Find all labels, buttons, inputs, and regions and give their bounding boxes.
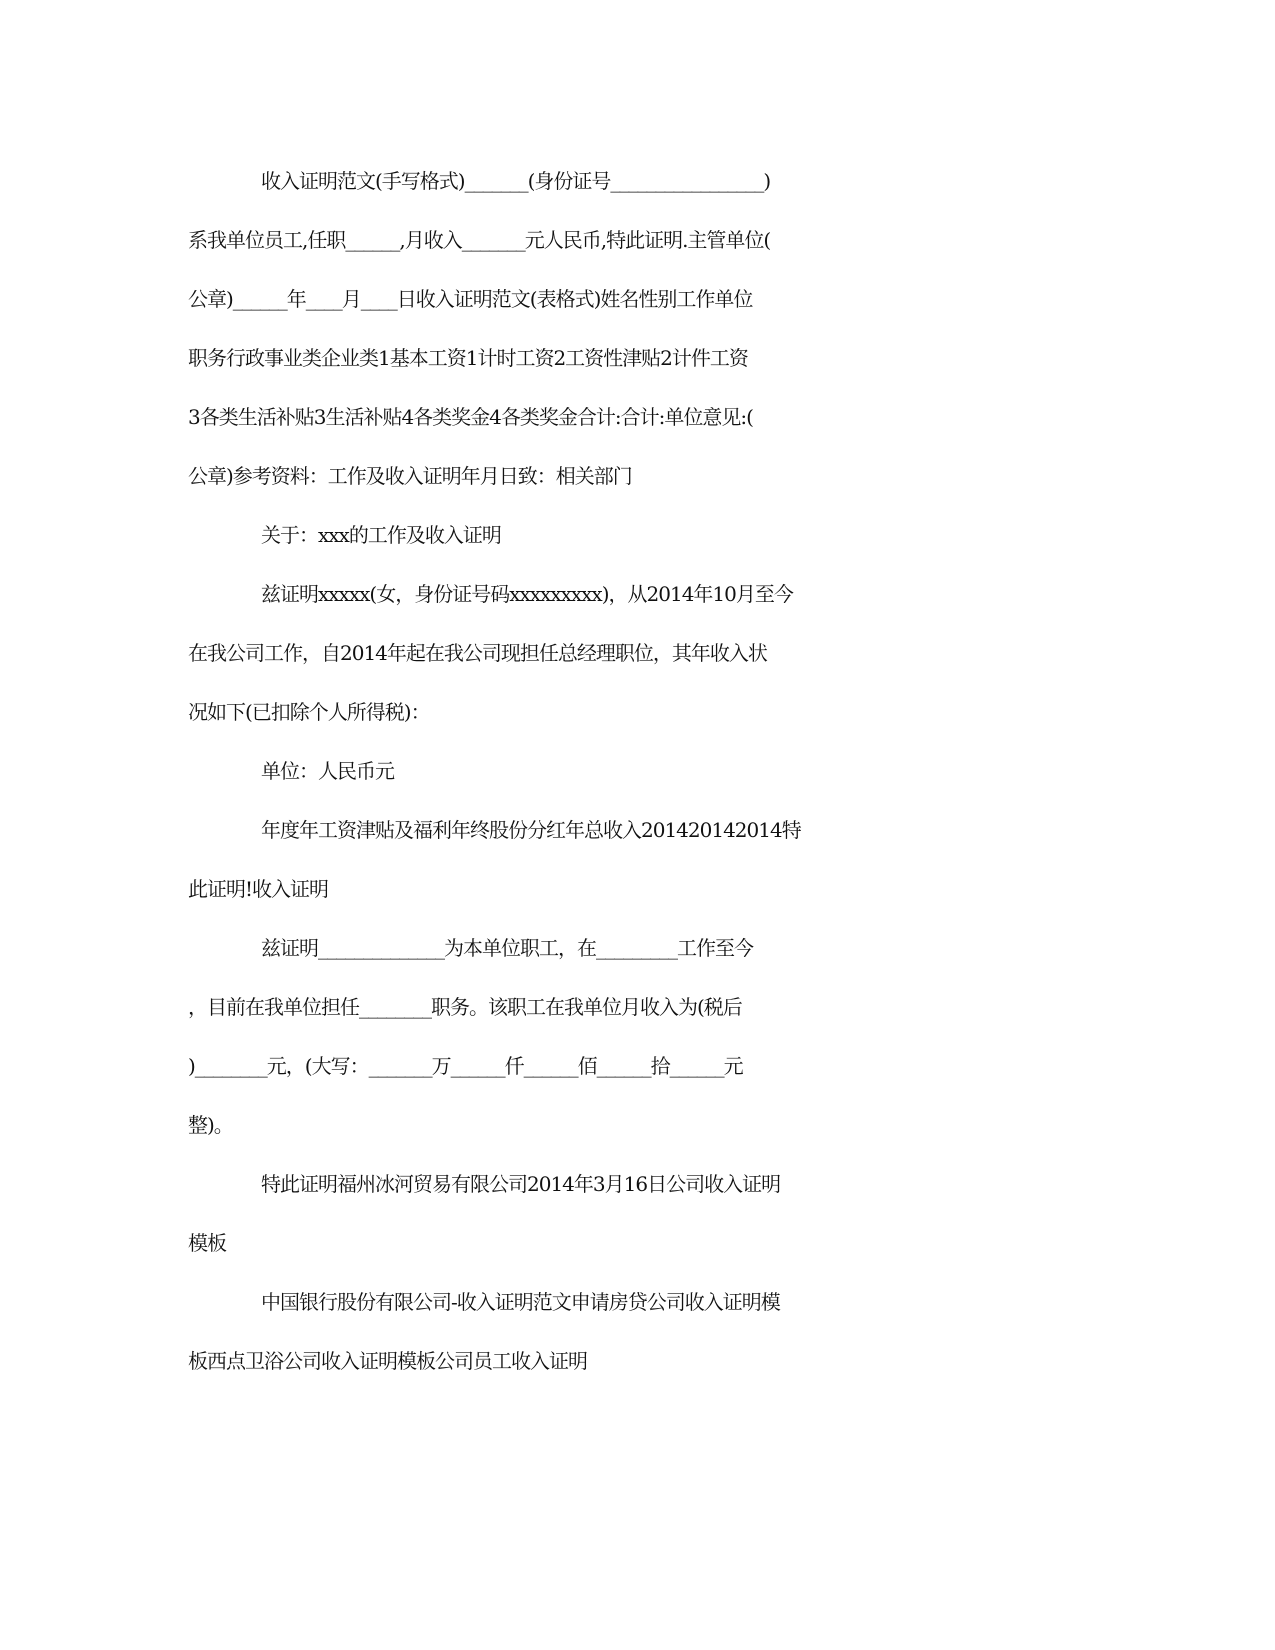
para-1-line-4: 职务行政事业类企业类1基本工资1计时工资2工资性津贴2计件工资 [188, 346, 748, 370]
para-4-line-1: 单位：人民币元 [261, 759, 394, 783]
para-6-line-1: 兹证明______________为本单位职工，在_________工作至今 [261, 936, 753, 960]
para-1-line-2: 系我单位员工,任职______,月收入_______元人民币,特此证明.主管单位( [188, 228, 771, 252]
para-3-line-2: 在我公司工作，自2014年起在我公司现担任总经理职位，其年收入状 [188, 641, 767, 665]
para-5-line-2: 此证明!收入证明 [188, 877, 329, 901]
para-1-line-1: 收入证明范文(手写格式)_______(身份证号_________________) [261, 169, 771, 193]
para-3-line-3: 况如下(已扣除个人所得税)： [188, 700, 430, 724]
para-2-line-1: 关于：xxx的工作及收入证明 [261, 523, 501, 547]
para-1-line-3: 公章)______年____月____日收入证明范文(表格式)姓名性别工作单位 [188, 287, 753, 311]
para-3-line-1: 兹证明xxxxx(女，身份证号码xxxxxxxxx)，从2014年10月至今 [261, 582, 793, 606]
para-6-line-4: 整)。 [188, 1113, 233, 1137]
para-1-line-6: 公章)参考资料：工作及收入证明年月日致：相关部门 [188, 464, 632, 488]
para-7-line-2: 模板 [188, 1231, 226, 1255]
para-7-line-1: 特此证明福州冰河贸易有限公司2014年3月16日公司收入证明 [261, 1172, 781, 1196]
para-8-line-1: 中国银行股份有限公司-收入证明范文申请房贷公司收入证明模 [261, 1290, 780, 1314]
para-1-line-5: 3各类生活补贴3生活补贴4各类奖金4各类奖金合计:合计:单位意见:( [188, 405, 753, 429]
para-6-line-2: ，目前在我单位担任________职务。该职工在我单位月收入为(税后 [188, 995, 742, 1019]
para-6-line-3: )________元，(大写：_______万______仟______佰______拾______元 [188, 1054, 743, 1078]
para-8-line-2: 板西点卫浴公司收入证明模板公司员工收入证明 [188, 1349, 587, 1373]
para-5-line-1: 年度年工资津贴及福利年终股份分红年总收入201420142014特 [261, 818, 801, 842]
